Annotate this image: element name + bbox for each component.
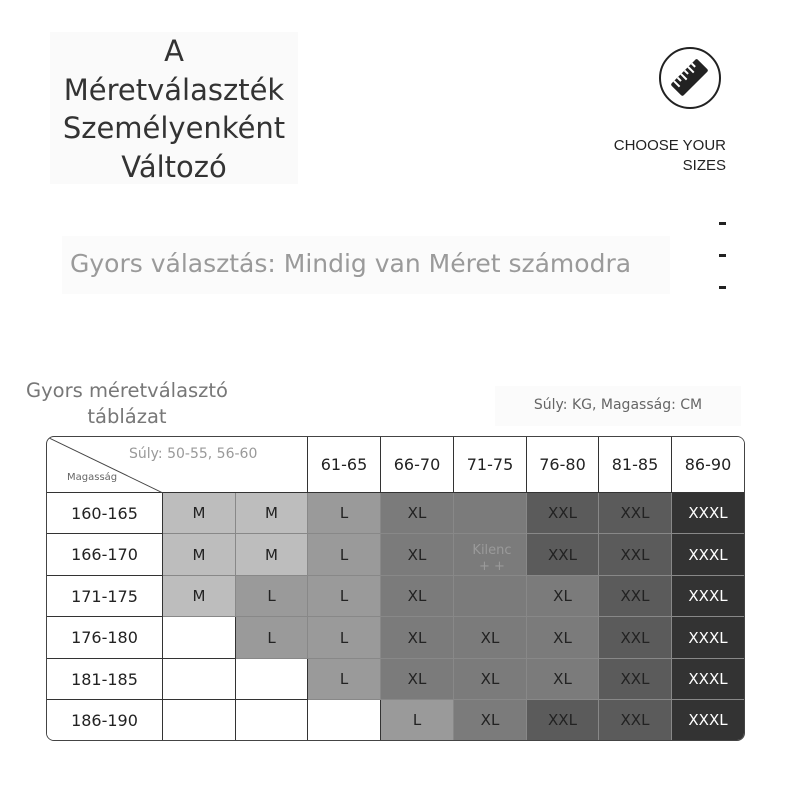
subtitle: Gyors választás: Mindig van Méret számodra [62, 236, 670, 294]
size-cell: XXXL [672, 617, 745, 659]
size-cell: L [308, 617, 381, 659]
table-title-line: táblázat [87, 405, 167, 428]
size-cell: XL [381, 576, 454, 617]
size-cell: XXL [527, 534, 599, 576]
title-line: Méretválaszték [63, 72, 285, 107]
size-cell: XXXL [672, 700, 745, 741]
dash-mark [719, 222, 726, 225]
height-row-label: 166-170 [47, 534, 163, 576]
dash-mark [719, 254, 726, 257]
main-title [50, 32, 298, 184]
choose-sizes-label [590, 136, 726, 176]
height-row-label: 160-165 [47, 493, 163, 534]
size-cell: XL [454, 659, 527, 700]
size-cell: M [163, 576, 236, 617]
height-row-label: 171-175 [47, 576, 163, 617]
size-cell: XXXL [672, 576, 745, 617]
size-cell: XXL [599, 576, 672, 617]
size-cell: M [236, 493, 308, 534]
size-cell: XXL [599, 700, 672, 741]
height-row-label: 186-190 [47, 700, 163, 741]
title-line: A [164, 34, 184, 68]
size-cell: L [236, 617, 308, 659]
height-row-label: 176-180 [47, 617, 163, 659]
weight-header: 76-80 [527, 437, 599, 493]
table-title-line: Gyors méretválasztó [25, 379, 228, 402]
weight-header: 61-65 [308, 437, 381, 493]
size-cell: L [308, 534, 381, 576]
size-cell: L [308, 659, 381, 700]
size-cell: XL [381, 493, 454, 534]
weight-header: 81-85 [599, 437, 672, 493]
size-cell: L [308, 493, 381, 534]
weight-header: 86-90 [672, 437, 745, 493]
height-axis-label: Magasság [67, 472, 118, 483]
size-cell: XXL [599, 659, 672, 700]
size-cell: XXXL [672, 534, 745, 576]
size-cell: XL [454, 700, 527, 741]
weight-header: 66-70 [381, 437, 454, 493]
weight-header: 71-75 [454, 437, 527, 493]
size-cell [163, 659, 236, 700]
size-cell [163, 617, 236, 659]
size-cell: XXL [527, 700, 599, 741]
size-cell: XXL [599, 534, 672, 576]
size-cell: XXXL [672, 659, 745, 700]
size-chart-table [46, 436, 745, 741]
choose-line: CHOOSE YOUR [613, 137, 726, 154]
ruler-icon [659, 47, 721, 109]
size-cell: L [308, 576, 381, 617]
size-cell [236, 700, 308, 741]
size-cell: XL [381, 534, 454, 576]
size-cell [236, 659, 308, 700]
units-note: Súly: KG, Magasság: CM [495, 386, 741, 426]
size-cell: XL [381, 659, 454, 700]
size-cell [163, 700, 236, 741]
watermark-line: + + [479, 559, 505, 574]
table-title [22, 378, 232, 430]
title-line: Személyenként [62, 111, 286, 145]
size-cell: M [163, 534, 236, 576]
choose-line: SIZES [682, 157, 726, 174]
size-cell [308, 700, 381, 741]
size-cell: XXL [599, 617, 672, 659]
size-cell: M [163, 493, 236, 534]
dash-mark [719, 286, 726, 289]
size-cell: XL [527, 659, 599, 700]
size-cell: XXL [527, 493, 599, 534]
size-cell: L [236, 576, 308, 617]
size-cell [454, 493, 527, 534]
size-cell: XL [527, 576, 599, 617]
size-cell [454, 576, 527, 617]
table-corner-cell [47, 437, 308, 493]
size-cell: XXL [599, 493, 672, 534]
watermark-line: Kilenc [472, 543, 512, 558]
size-cell: XL [527, 617, 599, 659]
watermark-text [467, 543, 517, 575]
weight-range-label: Súly: 50-55, 56-60 [129, 446, 258, 462]
height-row-label: 181-185 [47, 659, 163, 700]
size-cell: M [236, 534, 308, 576]
size-cell: XXXL [672, 493, 745, 534]
size-cell: XL [381, 617, 454, 659]
title-line: Változó [121, 149, 227, 184]
size-cell: L [381, 700, 454, 741]
size-cell: XL [454, 617, 527, 659]
